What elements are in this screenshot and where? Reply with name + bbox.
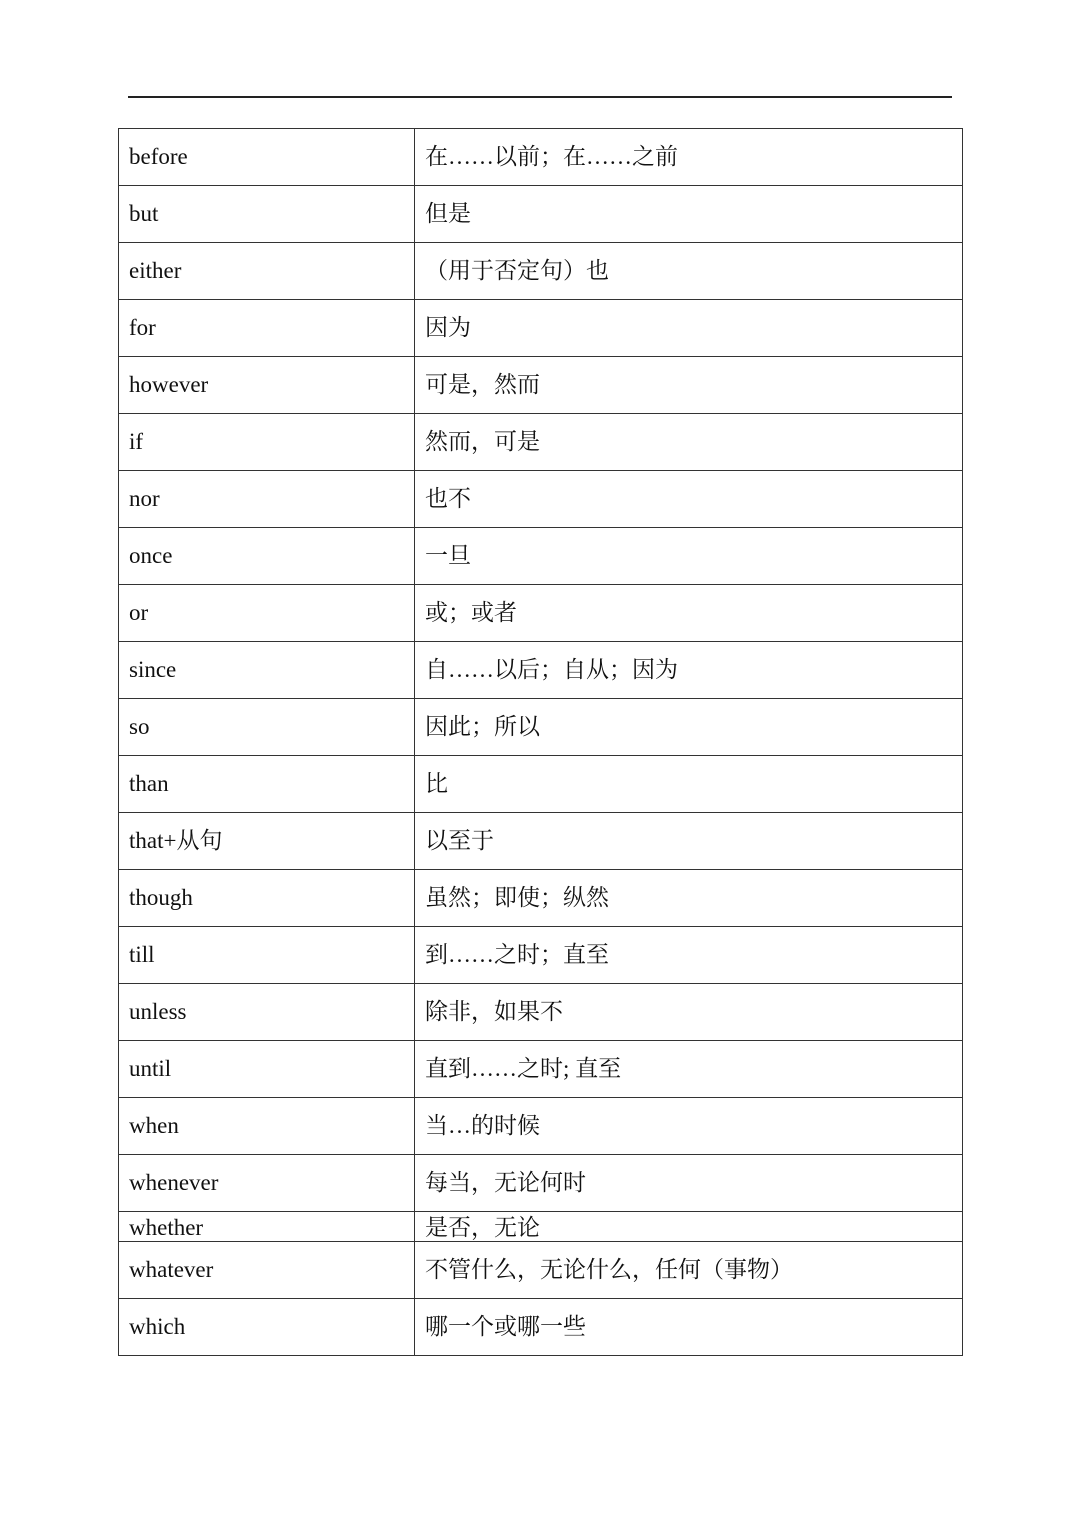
word-cell: whether [119,1212,415,1242]
word-cell: either [119,243,415,300]
table-row [119,528,963,585]
meaning-cell: 因此；所以 [415,699,963,756]
table-row [119,471,963,528]
meaning-cell: 当…的时候 [415,1098,963,1155]
word-cell: when [119,1098,415,1155]
word-cell: unless [119,984,415,1041]
table-row [119,585,963,642]
meaning-cell: 因为 [415,300,963,357]
table-row [119,1155,963,1212]
meaning-cell: 不管什么，无论什么，任何（事物） [415,1242,963,1299]
table-row [119,129,963,186]
meaning-cell: 以至于 [415,813,963,870]
table-row [119,186,963,243]
table-row [119,1242,963,1299]
meaning-cell: 或；或者 [415,585,963,642]
word-cell: until [119,1041,415,1098]
word-cell: whatever [119,1242,415,1299]
table-row [119,870,963,927]
word-cell: that+从句 [119,813,415,870]
meaning-cell: 可是，然而 [415,357,963,414]
meaning-cell: 除非，如果不 [415,984,963,1041]
meaning-cell: 也不 [415,471,963,528]
table-row [119,300,963,357]
table-row [119,1212,963,1242]
meaning-cell: 自……以后；自从；因为 [415,642,963,699]
word-cell: whenever [119,1155,415,1212]
word-cell: till [119,927,415,984]
word-cell: once [119,528,415,585]
header-rule [128,96,952,98]
table-row [119,642,963,699]
meaning-cell: 一旦 [415,528,963,585]
table-row [119,984,963,1041]
word-cell: before [119,129,415,186]
table-row [119,1041,963,1098]
word-cell: but [119,186,415,243]
meaning-cell: 是否，无论 [415,1212,963,1242]
word-cell: nor [119,471,415,528]
table-row [119,813,963,870]
table-row [119,414,963,471]
meaning-cell: 哪一个或哪一些 [415,1299,963,1356]
word-cell: than [119,756,415,813]
table-row [119,1098,963,1155]
word-cell: which [119,1299,415,1356]
table-row [119,1299,963,1356]
meaning-cell: 然而，可是 [415,414,963,471]
meaning-cell: 但是 [415,186,963,243]
word-cell: though [119,870,415,927]
meaning-cell: 直到……之时; 直至 [415,1041,963,1098]
word-cell: if [119,414,415,471]
table-row [119,756,963,813]
vocabulary-table [118,128,963,1356]
table-row [119,927,963,984]
meaning-cell: 到……之时；直至 [415,927,963,984]
table-row [119,243,963,300]
meaning-cell: 比 [415,756,963,813]
meaning-cell: 在……以前；在……之前 [415,129,963,186]
word-cell: or [119,585,415,642]
word-cell: so [119,699,415,756]
word-cell: however [119,357,415,414]
word-cell: since [119,642,415,699]
word-cell: for [119,300,415,357]
meaning-cell: 虽然；即使；纵然 [415,870,963,927]
meaning-cell: 每当，无论何时 [415,1155,963,1212]
table-row [119,357,963,414]
meaning-cell: （用于否定句）也 [415,243,963,300]
table-row [119,699,963,756]
